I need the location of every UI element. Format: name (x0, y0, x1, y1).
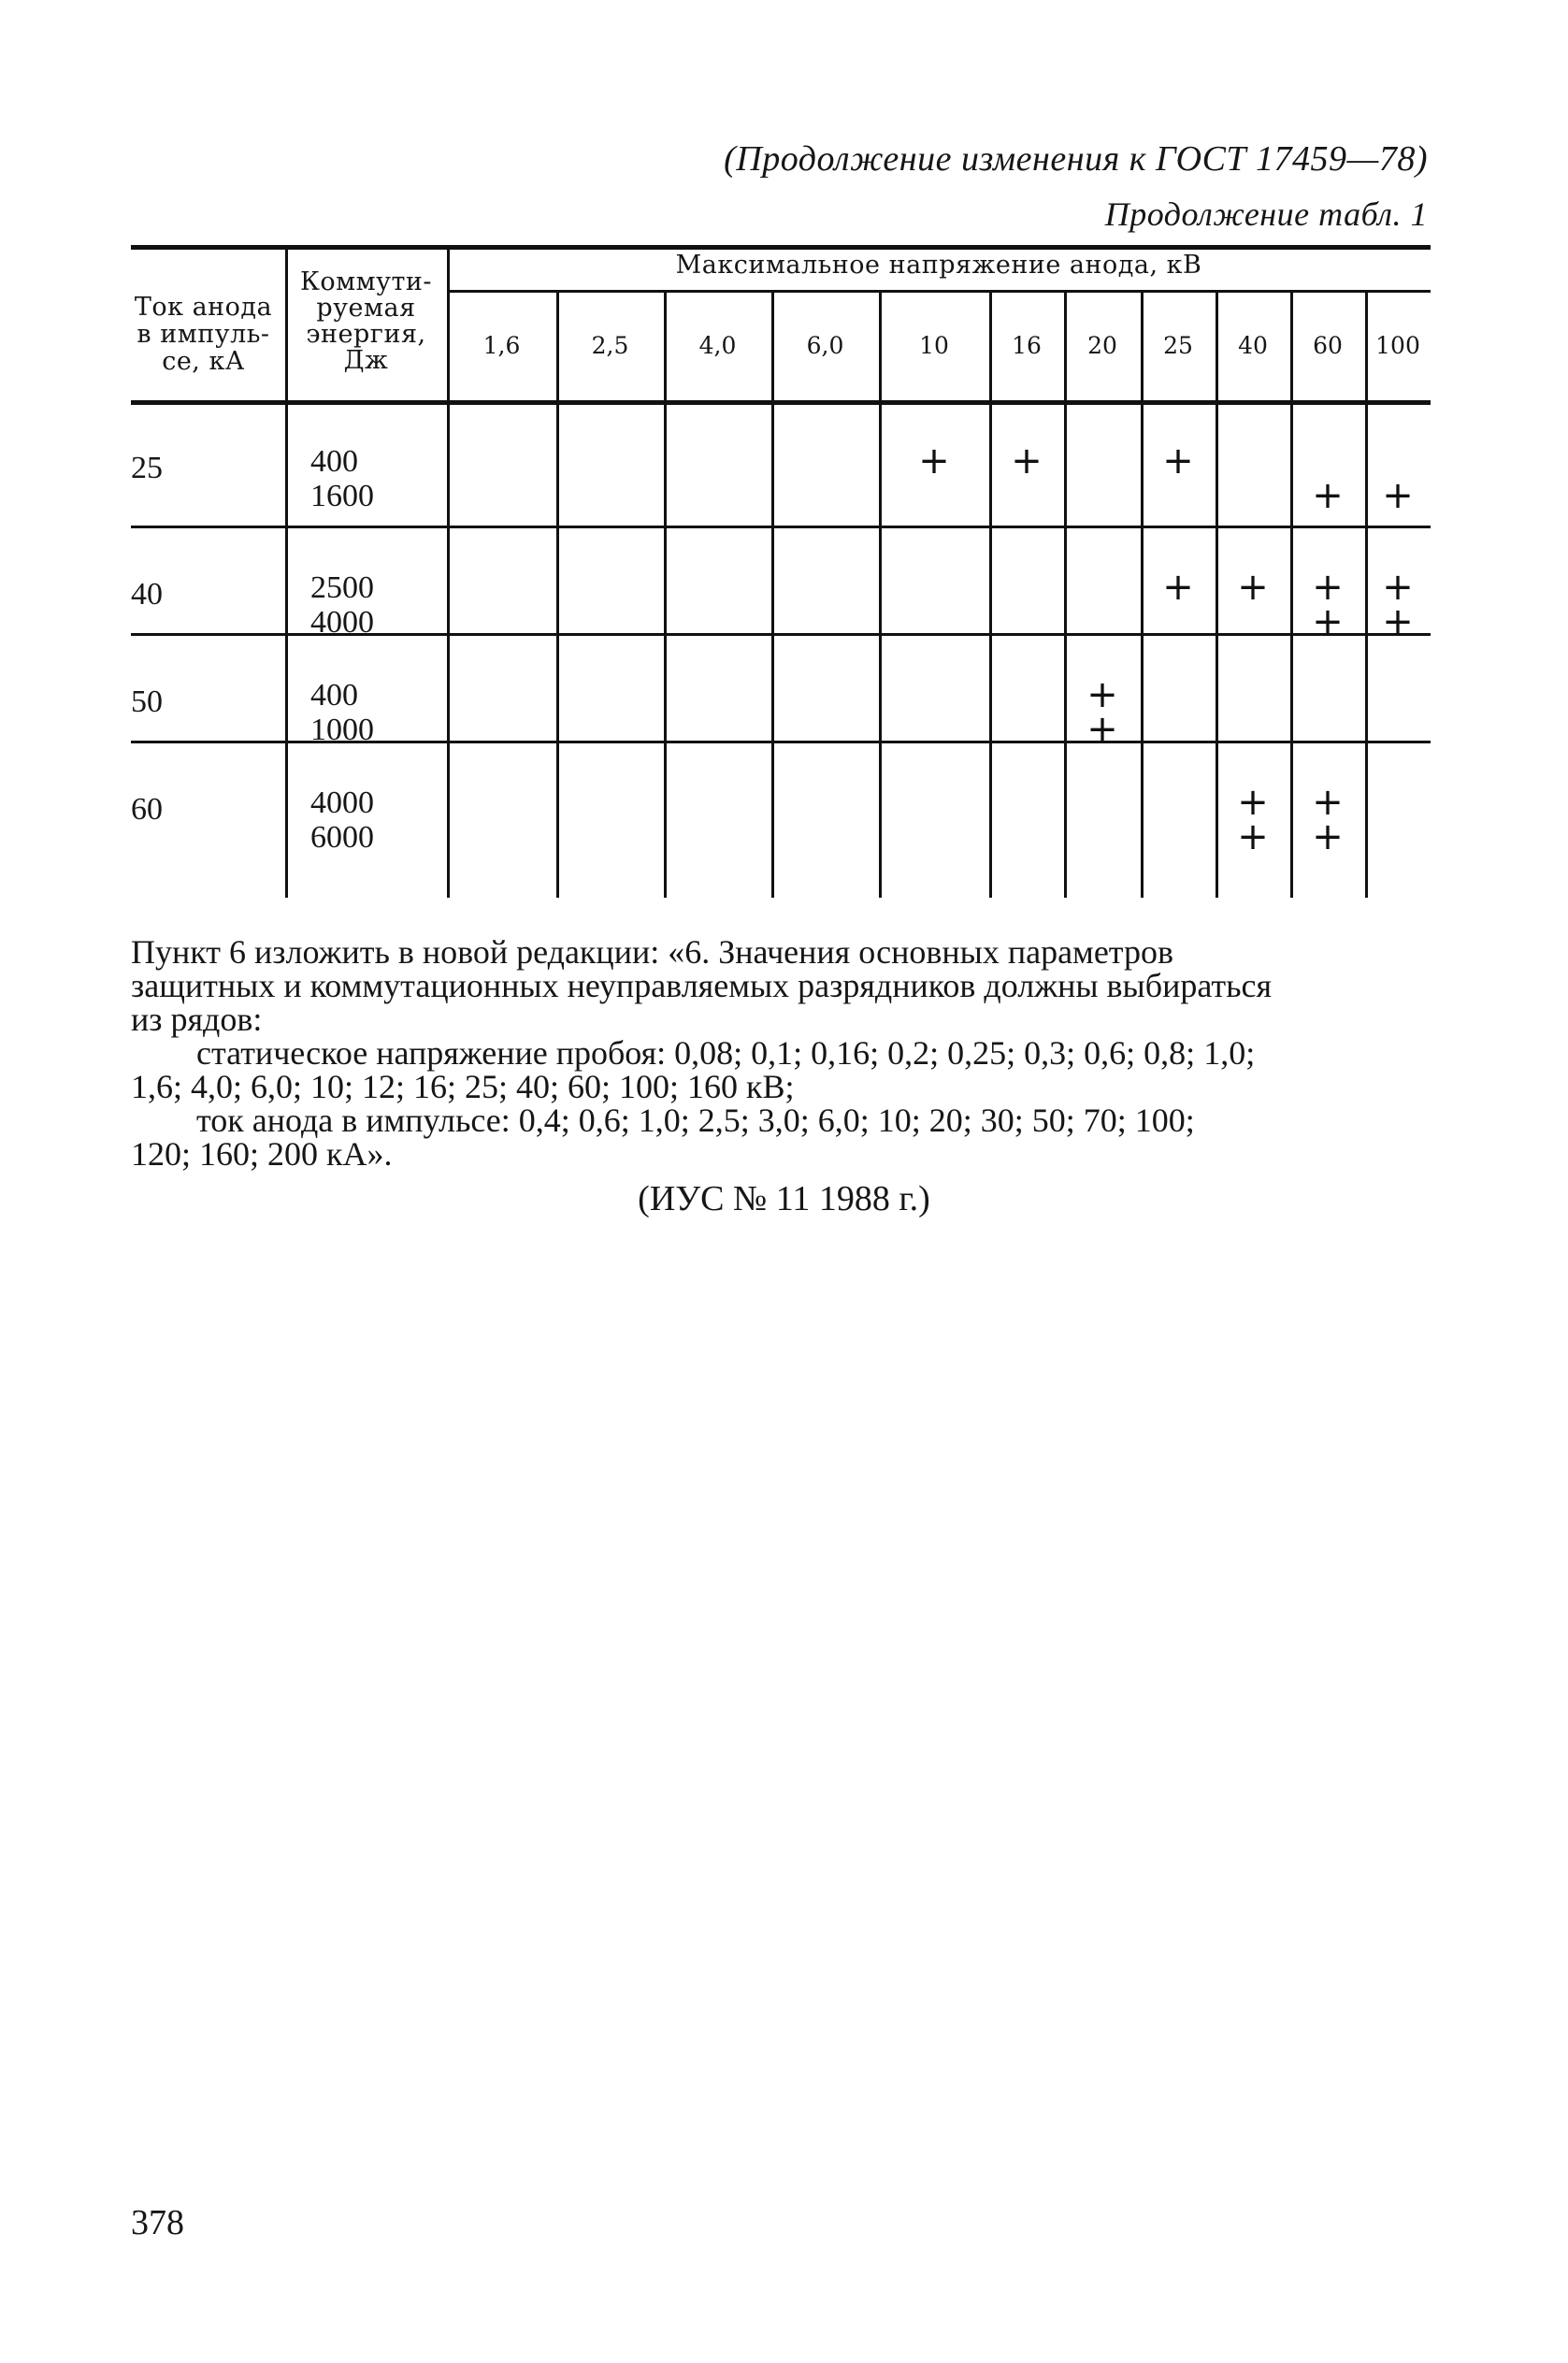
plus-mark: + (1382, 566, 1414, 609)
header-current-line: се, кА (162, 347, 245, 376)
voltage-column-header: 1,6 (482, 332, 521, 359)
row-energy-value: 2500 (310, 570, 374, 605)
plus-mark: + (1086, 708, 1118, 751)
body-line-2: защитных и коммутационных неуправляемых разрядников должны выбираться (131, 967, 1273, 1004)
table-col-divider (989, 290, 992, 898)
plus-mark: + (1086, 673, 1118, 716)
header-current-line: в импуль- (137, 320, 270, 349)
plus-mark: + (1312, 600, 1344, 643)
header-voltage-group: Максимальное напряжение анода, кВ (675, 251, 1202, 280)
voltage-column-header: 2,5 (591, 332, 629, 359)
header-energy-line: энергия, (306, 320, 426, 349)
voltage-column-header: 6,0 (806, 332, 844, 359)
header-energy-line: руемая (316, 294, 416, 323)
body-line-4: статическое напряжение пробоя: 0,08; 0,1; 0,16; 0,2; 0,25; 0,3; 0,6; 0,8; 1,0; (196, 1034, 1256, 1072)
plus-mark: + (918, 439, 950, 483)
page-number: 378 (131, 2203, 184, 2242)
table-col-divider (556, 290, 559, 898)
plus-mark: + (1312, 566, 1344, 609)
page-header-title: (Продолжение изменения к ГОСТ 17459—78) (724, 139, 1428, 179)
plus-mark: + (1162, 566, 1194, 609)
row-energy-value: 4000 (310, 605, 374, 640)
row-separator (131, 526, 1431, 528)
plus-mark: + (1382, 474, 1414, 517)
row-energy-value: 1600 (310, 479, 374, 513)
header-current-line: Ток анода (134, 293, 273, 322)
voltage-column-header: 16 (1012, 332, 1042, 359)
row-current-value: 40 (131, 577, 163, 612)
row-current-value: 60 (131, 792, 163, 827)
plus-mark: + (1312, 815, 1344, 858)
row-energy-value: 1000 (310, 713, 374, 747)
plus-mark: + (1312, 474, 1344, 517)
voltage-column-header: 40 (1238, 332, 1268, 359)
body-line-3: из рядов: (131, 1001, 263, 1038)
body-line-6: ток анода в импульсе: 0,4; 0,6; 1,0; 2,5; 3,0; 6,0; 10; 20; 30; 50; 70; 100; (196, 1102, 1195, 1139)
voltage-table (0, 0, 1568, 916)
plus-mark: + (1011, 439, 1043, 483)
voltage-column-header: 100 (1375, 332, 1420, 359)
voltage-column-header: 4,0 (698, 332, 737, 359)
group-header-rule (447, 290, 1431, 293)
table-col-divider (664, 290, 667, 898)
plus-mark: + (1237, 566, 1269, 609)
row-energy-value: 400 (310, 678, 358, 713)
plus-mark: + (1312, 781, 1344, 824)
header-energy-line: Дж (343, 346, 389, 375)
table-col-divider (879, 290, 882, 898)
body-line-5: 1,6; 4,0; 6,0; 10; 12; 16; 25; 40; 60; 100; 160 кВ; (131, 1068, 795, 1105)
row-energy-value: 400 (310, 444, 358, 479)
row-energy-value: 4000 (310, 785, 374, 820)
header-energy-line: Коммути- (299, 267, 433, 296)
table-col-divider (1064, 290, 1067, 898)
voltage-column-header: 10 (919, 332, 949, 359)
voltage-column-header: 20 (1087, 332, 1117, 359)
plus-mark: + (1162, 439, 1194, 483)
plus-mark: + (1237, 815, 1269, 858)
plus-mark: + (1382, 600, 1414, 643)
voltage-column-header: 60 (1313, 332, 1343, 359)
voltage-column-header: 25 (1163, 332, 1193, 359)
row-energy-value: 6000 (310, 820, 374, 855)
table-col-divider (771, 290, 774, 898)
table-top-rule (131, 245, 1431, 250)
table-continuation-label: Продолжение табл. 1 (1104, 195, 1428, 233)
body-line-7: 120; 160; 200 кА». (131, 1135, 393, 1173)
body-line-1: Пункт 6 изложить в новой редакции: «6. Значения основных параметров (131, 933, 1173, 971)
citation-ius: (ИУС № 11 1988 г.) (638, 1179, 930, 1218)
header-bottom-rule (131, 400, 1431, 405)
row-current-value: 50 (131, 684, 163, 719)
plus-mark: + (1237, 781, 1269, 824)
row-current-value: 25 (131, 451, 163, 485)
